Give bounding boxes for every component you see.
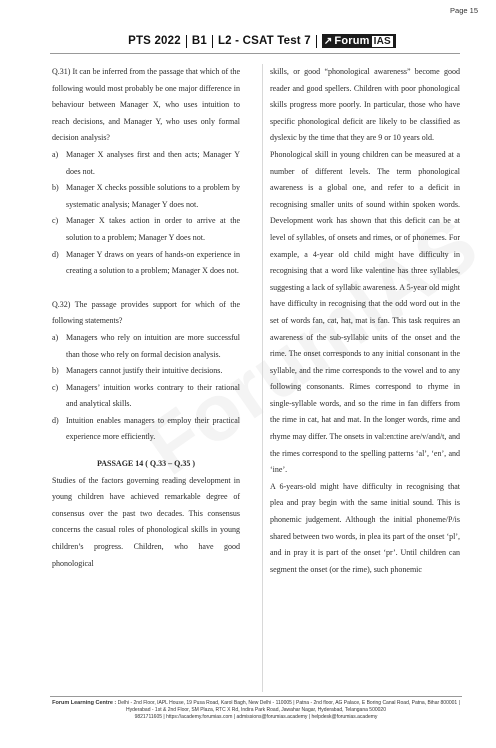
- passage-paragraph-2: Phonological skill in young children can be measured at a number of different levels. The term phonological awareness is a global one, and refer to a deficit in recognising smaller units of sound within spoken words. Development work has shown that this deficit can be at level of syllables, of onsets and rimes, or of phonemes. For example, a 4-year old child might have difficulty in recognising that a word like valentine has three syllables, suggesting a lack of syllabic awareness. A 5-year old might have difficulty in recognising that the odd word out in the set of words fan, cat, hat, mat is fan. This task requires an awareness of the sub-syllabic units of the onset and the rime. The onset corresponds to any initial consonant in the syllable, and the rime corresponds to the vowel and to any following consonants. Rimes correspond to rhyme in single-syllable words, and so the rime in fan differs from the rime in cat, hat and mat. In the longer words, rime and rhyme may differ. The onsets in val:en:tine are/v/and/t, and the rimes correspond to the spelling patterns ‘al’, ‘en’, and ‘ine’.: [270, 149, 460, 475]
- spacer: [52, 446, 240, 456]
- logo-text: Forum: [334, 35, 370, 47]
- spacer: [52, 280, 240, 297]
- logo-ias: IAS: [373, 35, 391, 47]
- option-text: Manager Y draws on years of hands-on experience in creating a solution to a problem; Manager X does not.: [66, 249, 240, 276]
- option-text: Intuition enables managers to employ their practical experience more efficiently.: [66, 415, 240, 442]
- option-label: a): [52, 332, 59, 342]
- passage-title: PASSAGE 14 ( Q.33 – Q.35 ): [96, 459, 196, 469]
- logo-mark-icon: ↗: [323, 35, 333, 47]
- question-31: Q.31) It can be inferred from the passage that which of the following would most probably be one major difference in behaviour between Manager X, who uses intuition to reach decisions, and Manager Y, who uses only formal decision analysis?: [52, 67, 240, 143]
- option-32c: [52, 380, 240, 413]
- forumias-logo: [322, 34, 396, 48]
- page-header: [72, 33, 452, 49]
- option-31b: [52, 180, 240, 213]
- option-31a: [52, 147, 240, 180]
- right-column: [270, 64, 460, 578]
- option-label: b): [52, 183, 59, 193]
- option-31c: [52, 213, 240, 246]
- option-text: Managers’ intuition works contrary to their rational and analytical skills.: [66, 382, 240, 409]
- option-31d: [52, 247, 240, 280]
- option-label: b): [52, 366, 59, 376]
- footer-address-text: Delhi - 2nd Floor, IAPL House, 19 Pusa Road, Karol Bagh, New Delhi - 110005 | Patna - 2nd floor, AG Palace, E Boring Canal Road, Patna, Bihar 800001 | Hyderabad - 1st & 2nd Floor, SM Plaza, RTC X Rd, Indira Park Road, Jawahar Nagar, Hyderabad, Telangana 500020: [117, 700, 460, 713]
- option-text: Managers cannot justify their intuitive decisions.: [66, 366, 223, 376]
- option-text: Manager X analyses first and then acts; Manager Y does not.: [66, 149, 240, 176]
- option-32d: [52, 413, 240, 446]
- option-label: c): [52, 382, 59, 392]
- header-separator: [212, 35, 213, 48]
- footer-label: Forum Learning Centre :: [52, 700, 117, 706]
- footer-contact[interactable]: 9821711605 | https://academy.forumias.com | admissions@forumias.academy | helpdesk@forumias.academy: [134, 714, 378, 720]
- option-32a: [52, 330, 240, 363]
- header-test: L2 - CSAT Test 7: [217, 35, 311, 47]
- left-column: [52, 64, 240, 572]
- column-divider: [262, 64, 263, 692]
- option-label: d): [52, 249, 59, 259]
- passage-text: Studies of the factors governing reading development in young children have achieved remarkable degree of consensus over the past two decades. This consensus concerns the casual roles of phonological skills in young children’s progress. Children, who have good phonological: [52, 475, 240, 568]
- page-footer: [50, 696, 462, 721]
- footer-address: [50, 700, 462, 714]
- header-exam: PTS 2022: [128, 35, 181, 47]
- option-text: Manager X checks possible solutions to a problem by systematic analysis; Manager Y does not.: [66, 183, 240, 209]
- header-separator: [316, 35, 317, 48]
- option-32b: [52, 363, 240, 380]
- passage-paragraph-1: skills, or good “phonological awareness” become good reader and good spellers. Children with poor phonological skills progress more poorly. In particular, those who have specific phonological deficit are likely to be classified as dyslexic by the time that they are 9 or 10 years old.: [270, 67, 460, 143]
- option-text: Managers who rely on intuition are more successful than those who rely on formal decision analysis.: [66, 332, 240, 359]
- passage-paragraph-3: A 6-years-old might have difficulty in recognising that plea and pray begin with the same initial sound. This is phonemic judgement. Although the initial phoneme/P/is shared between two words, in plea its part of the onset ‘pl’, and in pray it is part of the onset ‘pr’. Until children can segment the onset (or the rime), such phonemic: [270, 481, 460, 574]
- option-label: c): [52, 216, 59, 226]
- option-text: Manager X takes action in order to arrive at the solution to a problem; Manager Y does not.: [66, 216, 240, 242]
- page-number: Page 15: [450, 6, 478, 15]
- option-label: a): [52, 149, 59, 159]
- question-32: Q.32) The passage provides support for which of the following statements?: [52, 299, 240, 326]
- header-separator: [186, 35, 187, 48]
- header-rule: [50, 53, 460, 54]
- option-label: d): [52, 415, 59, 425]
- header-batch: B1: [191, 35, 207, 47]
